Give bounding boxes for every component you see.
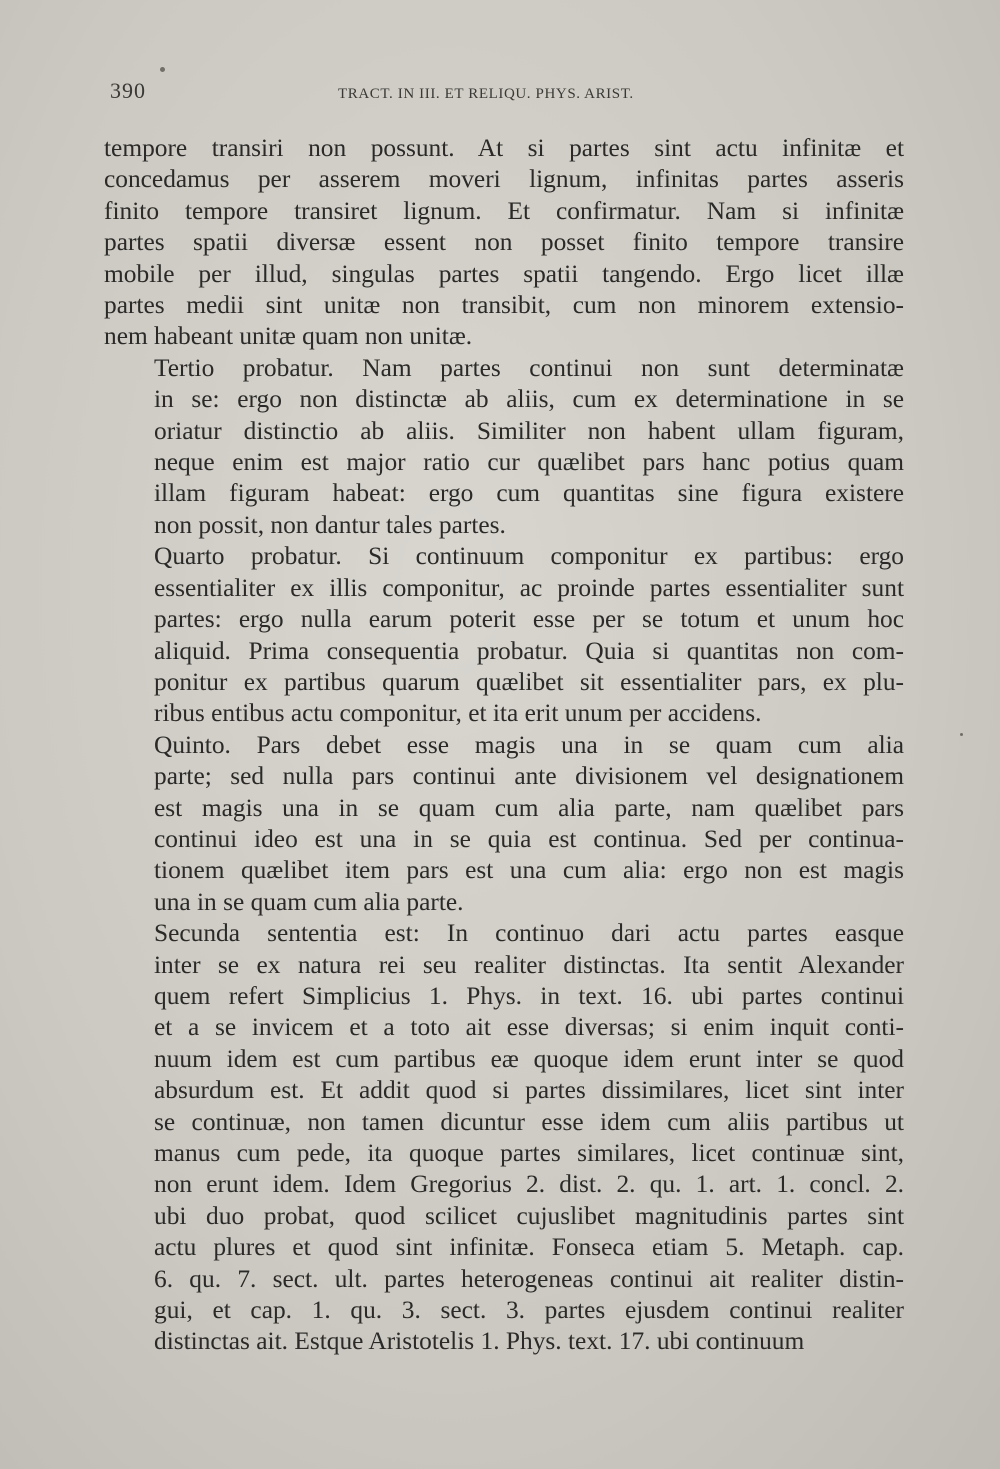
paragraph xyxy=(104,730,904,918)
text-line: se continuæ, non tamen dicuntur esse idem cum aliis partibus ut xyxy=(154,1107,904,1136)
text-line: est magis una in se quam cum alia parte, nam quælibet pars xyxy=(154,793,904,822)
text-line: illam figuram habeat: ergo cum quantitas sine figura existere xyxy=(154,479,904,508)
text-line: 6. qu. 7. sect. ult. partes heterogeneas continui ait realiter distin- xyxy=(154,1264,904,1293)
text-line: et a se invicem et a toto ait esse diversas; si enim inquit conti- xyxy=(154,1013,904,1042)
text-line: concedamus per asserem moveri lignum, infinitas partes asseris xyxy=(104,165,904,194)
text-line: mobile per illud, singulas partes spatii tangendo. Ergo licet illæ xyxy=(104,259,904,288)
text-line: partes medii sint unitæ non transibit, cum non minorem extensio- xyxy=(104,291,904,320)
text-line: partes: ergo nulla earum poterit esse per se totum et unum hoc xyxy=(154,605,904,634)
text-line: in se: ergo non distinctæ ab aliis, cum ex determinatione in se xyxy=(154,385,904,414)
text-line: neque enim est major ratio cur quælibet pars hanc potius quam xyxy=(154,448,904,477)
text-line: ribus entibus actu componitur, et ita erit unum per accidens. xyxy=(154,699,762,728)
print-speck xyxy=(160,67,165,72)
print-speck xyxy=(960,733,963,736)
text-line: continui ideo est una in se quia est continua. Sed per continua- xyxy=(154,824,904,853)
text-line: Quarto probatur. Si continuum componitur ex partibus: ergo xyxy=(154,542,904,571)
page-header xyxy=(110,78,890,108)
text-line: nem habeant unitæ quam non unitæ. xyxy=(104,322,473,351)
text-line: non possit, non dantur tales partes. xyxy=(154,510,506,539)
text-line: inter se ex natura rei seu realiter distinctas. Ita sentit Alexander xyxy=(154,950,904,979)
body-text xyxy=(104,133,904,1358)
text-line: parte; sed nulla pars continui ante divisionem vel designationem xyxy=(154,762,904,791)
text-line: una in se quam cum alia parte. xyxy=(154,887,464,916)
text-line: absurdum est. Et addit quod si partes dissimilares, licet sint inter xyxy=(154,1076,904,1105)
text-line: finito tempore transiret lignum. Et confirmatur. Nam si infinitæ xyxy=(104,196,904,225)
text-line: gui, et cap. 1. qu. 3. sect. 3. partes ejusdem continui realiter xyxy=(154,1296,904,1325)
text-line: actu plures et quod sint infinitæ. Fonseca etiam 5. Metaph. cap. xyxy=(154,1233,904,1262)
text-line: nuum idem est cum partibus eæ quoque idem erunt inter se quod xyxy=(154,1044,904,1073)
text-line: tempore transiri non possunt. At si partes sint actu infinitæ et xyxy=(104,134,904,162)
text-line: essentialiter ex illis componitur, ac proinde partes essentialiter sunt xyxy=(154,573,904,602)
text-line: tionem quælibet item pars est una cum alia: ergo non est magis xyxy=(154,856,904,885)
text-line: manus cum pede, ita quoque partes similares, licet continuæ sint, xyxy=(154,1139,904,1167)
text-line: Tertio probatur. Nam partes continui non sunt determinatæ xyxy=(154,353,904,382)
text-line: quem refert Simplicius 1. Phys. in text. 16. ubi partes continui xyxy=(154,981,904,1010)
text-line: ponitur ex partibus quarum quælibet sit essentialiter pars, ex plu- xyxy=(154,667,904,696)
paragraph xyxy=(104,353,904,541)
text-line: ubi duo probat, quod scilicet cujuslibet magnitudinis partes sint xyxy=(154,1201,904,1230)
paragraph xyxy=(104,541,904,729)
text-line: Quinto. Pars debet esse magis una in se quam cum alia xyxy=(154,730,904,759)
text-line: partes spatii diversæ essent non posset finito tempore transire xyxy=(104,228,904,257)
text-line: distinctas ait. Estque Aristotelis 1. Phys. text. 17. ubi continuum xyxy=(154,1327,805,1356)
page-number: 390 xyxy=(110,78,146,103)
paragraph xyxy=(104,133,904,353)
text-line: oriatur distinctio ab aliis. Similiter non habent ullam figuram, xyxy=(154,416,904,445)
text-line: aliquid. Prima consequentia probatur. Quia si quantitas non com- xyxy=(154,636,904,665)
text-line: non erunt idem. Idem Gregorius 2. dist. 2. qu. 1. art. 1. concl. 2. xyxy=(154,1170,904,1199)
paragraph xyxy=(104,918,904,1358)
text-line: Secunda sententia est: In continuo dari actu partes easque xyxy=(154,919,904,948)
running-head: TRACT. IN III. ET RELIQU. PHYS. ARIST. xyxy=(338,86,634,102)
